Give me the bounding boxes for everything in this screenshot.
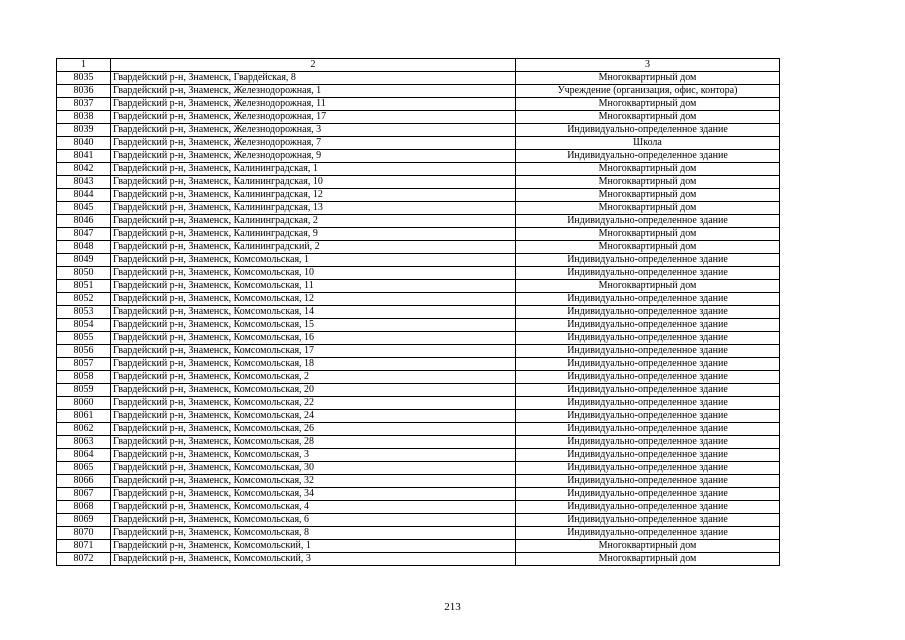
row-type: Многоквартирный дом [516,111,780,124]
row-address: Гвардейский р-н, Знаменск, Комсомольская, 22 [111,397,516,410]
row-type: Многоквартирный дом [516,163,780,176]
row-type: Индивидуально-определенное здание [516,410,780,423]
row-type: Индивидуально-определенное здание [516,150,780,163]
document-sheet [56,58,780,566]
row-address: Гвардейский р-н, Знаменск, Железнодорожная, 11 [111,98,516,111]
header-row [57,59,780,72]
row-type: Индивидуально-определенное здание [516,488,780,501]
row-type: Индивидуально-определенное здание [516,306,780,319]
table-row [57,488,780,501]
page-number: 213 [444,601,461,613]
row-id: 8059 [57,384,111,397]
row-id: 8058 [57,371,111,384]
row-type: Многоквартирный дом [516,553,780,566]
table-row [57,215,780,228]
row-address: Гвардейский р-н, Знаменск, Комсомольская, 2 [111,371,516,384]
table-row [57,176,780,189]
header-col-2: 2 [111,59,516,72]
header-col-1: 1 [57,59,111,72]
row-type: Индивидуально-определенное здание [516,423,780,436]
row-id: 8037 [57,98,111,111]
row-type: Школа [516,137,780,150]
row-type: Индивидуально-определенное здание [516,371,780,384]
table-row [57,306,780,319]
row-type: Индивидуально-определенное здание [516,293,780,306]
row-type: Индивидуально-определенное здание [516,319,780,332]
row-type: Индивидуально-определенное здание [516,124,780,137]
row-type: Индивидуально-определенное здание [516,449,780,462]
row-type: Многоквартирный дом [516,228,780,241]
row-address: Гвардейский р-н, Знаменск, Калининградская, 1 [111,163,516,176]
row-type: Индивидуально-определенное здание [516,475,780,488]
row-address: Гвардейский р-н, Знаменск, Комсомольская, 17 [111,345,516,358]
table-row [57,462,780,475]
row-id: 8054 [57,319,111,332]
row-id: 8066 [57,475,111,488]
row-id: 8046 [57,215,111,228]
row-type: Учреждение (организация, офис, контора) [516,85,780,98]
row-address: Гвардейский р-н, Знаменск, Железнодорожная, 17 [111,111,516,124]
row-address: Гвардейский р-н, Знаменск, Комсомольская, 30 [111,462,516,475]
row-type: Многоквартирный дом [516,540,780,553]
row-address: Гвардейский р-н, Знаменск, Калининградская, 10 [111,176,516,189]
row-address: Гвардейский р-н, Знаменск, Комсомольский, 3 [111,553,516,566]
row-id: 8050 [57,267,111,280]
table-body [57,59,780,566]
table-row [57,475,780,488]
table-row [57,228,780,241]
row-id: 8071 [57,540,111,553]
row-id: 8044 [57,189,111,202]
row-type: Многоквартирный дом [516,280,780,293]
row-address: Гвардейский р-н, Знаменск, Калининградская, 12 [111,189,516,202]
row-id: 8063 [57,436,111,449]
row-address: Гвардейский р-н, Знаменск, Железнодорожная, 1 [111,85,516,98]
row-id: 8045 [57,202,111,215]
table-row [57,345,780,358]
row-type: Многоквартирный дом [516,202,780,215]
row-id: 8062 [57,423,111,436]
table-row [57,267,780,280]
row-id: 8067 [57,488,111,501]
row-id: 8068 [57,501,111,514]
row-address: Гвардейский р-н, Знаменск, Комсомольская, 24 [111,410,516,423]
row-address: Гвардейский р-н, Знаменск, Комсомольская, 4 [111,501,516,514]
row-address: Гвардейский р-н, Знаменск, Калининградская, 13 [111,202,516,215]
row-id: 8069 [57,514,111,527]
buildings-table [56,58,780,566]
table-row [57,124,780,137]
row-type: Индивидуально-определенное здание [516,436,780,449]
row-id: 8041 [57,150,111,163]
row-type: Многоквартирный дом [516,176,780,189]
row-address: Гвардейский р-н, Знаменск, Калининградская, 2 [111,215,516,228]
row-address: Гвардейский р-н, Знаменск, Комсомольская, 32 [111,475,516,488]
row-id: 8035 [57,72,111,85]
row-address: Гвардейский р-н, Знаменск, Железнодорожная, 7 [111,137,516,150]
row-type: Индивидуально-определенное здание [516,345,780,358]
table-row [57,397,780,410]
table-row [57,280,780,293]
row-id: 8047 [57,228,111,241]
table-row [57,163,780,176]
table-row [57,384,780,397]
table-row [57,319,780,332]
row-type: Индивидуально-определенное здание [516,332,780,345]
row-type: Индивидуально-определенное здание [516,358,780,371]
row-id: 8043 [57,176,111,189]
row-type: Индивидуально-определенное здание [516,527,780,540]
row-type: Индивидуально-определенное здание [516,254,780,267]
table-row [57,72,780,85]
table-row [57,514,780,527]
table-row [57,527,780,540]
table-row [57,371,780,384]
row-address: Гвардейский р-н, Знаменск, Комсомольская, 10 [111,267,516,280]
table-row [57,553,780,566]
row-address: Гвардейский р-н, Знаменск, Комсомольская, 26 [111,423,516,436]
row-id: 8072 [57,553,111,566]
row-address: Гвардейский р-н, Знаменск, Комсомольская, 11 [111,280,516,293]
row-address: Гвардейский р-н, Знаменск, Железнодорожная, 9 [111,150,516,163]
row-address: Гвардейский р-н, Знаменск, Комсомольский, 1 [111,540,516,553]
row-id: 8052 [57,293,111,306]
row-address: Гвардейский р-н, Знаменск, Калининградская, 9 [111,228,516,241]
row-id: 8061 [57,410,111,423]
row-address: Гвардейский р-н, Знаменск, Комсомольская, 14 [111,306,516,319]
row-type: Многоквартирный дом [516,189,780,202]
table-row [57,423,780,436]
row-type: Индивидуально-определенное здание [516,267,780,280]
row-address: Гвардейский р-н, Знаменск, Комсомольская, 18 [111,358,516,371]
row-type: Индивидуально-определенное здание [516,215,780,228]
row-id: 8064 [57,449,111,462]
row-id: 8065 [57,462,111,475]
row-address: Гвардейский р-н, Знаменск, Комсомольская, 6 [111,514,516,527]
table-row [57,358,780,371]
row-type: Индивидуально-определенное здание [516,462,780,475]
row-type: Индивидуально-определенное здание [516,397,780,410]
header-col-3: 3 [516,59,780,72]
table-row [57,202,780,215]
row-address: Гвардейский р-н, Знаменск, Комсомольская, 15 [111,319,516,332]
row-type: Многоквартирный дом [516,98,780,111]
row-id: 8070 [57,527,111,540]
table-row [57,241,780,254]
row-address: Гвардейский р-н, Знаменск, Комсомольская, 8 [111,527,516,540]
row-type: Индивидуально-определенное здание [516,384,780,397]
row-id: 8051 [57,280,111,293]
row-address: Гвардейский р-н, Знаменск, Комсомольская, 1 [111,254,516,267]
row-address: Гвардейский р-н, Знаменск, Комсомольская, 20 [111,384,516,397]
row-id: 8036 [57,85,111,98]
table-row [57,436,780,449]
table-row [57,189,780,202]
table-row [57,98,780,111]
table-row [57,540,780,553]
row-id: 8060 [57,397,111,410]
table-row [57,137,780,150]
table-row [57,410,780,423]
row-id: 8048 [57,241,111,254]
row-type: Индивидуально-определенное здание [516,514,780,527]
table-row [57,332,780,345]
row-id: 8040 [57,137,111,150]
row-id: 8056 [57,345,111,358]
row-address: Гвардейский р-н, Знаменск, Железнодорожная, 3 [111,124,516,137]
row-address: Гвардейский р-н, Знаменск, Комсомольская, 3 [111,449,516,462]
row-type: Многоквартирный дом [516,72,780,85]
row-address: Гвардейский р-н, Знаменск, Калининградский, 2 [111,241,516,254]
row-id: 8057 [57,358,111,371]
row-address: Гвардейский р-н, Знаменск, Комсомольская, 28 [111,436,516,449]
row-address: Гвардейский р-н, Знаменск, Гвардейская, 8 [111,72,516,85]
table-row [57,293,780,306]
row-id: 8049 [57,254,111,267]
table-row [57,150,780,163]
row-type: Многоквартирный дом [516,241,780,254]
row-id: 8053 [57,306,111,319]
row-id: 8038 [57,111,111,124]
table-row [57,254,780,267]
row-address: Гвардейский р-н, Знаменск, Комсомольская, 34 [111,488,516,501]
table-row [57,85,780,98]
row-address: Гвардейский р-н, Знаменск, Комсомольская, 16 [111,332,516,345]
table-row [57,501,780,514]
row-id: 8042 [57,163,111,176]
row-id: 8055 [57,332,111,345]
row-id: 8039 [57,124,111,137]
row-type: Индивидуально-определенное здание [516,501,780,514]
row-address: Гвардейский р-н, Знаменск, Комсомольская, 12 [111,293,516,306]
table-row [57,449,780,462]
table-row [57,111,780,124]
